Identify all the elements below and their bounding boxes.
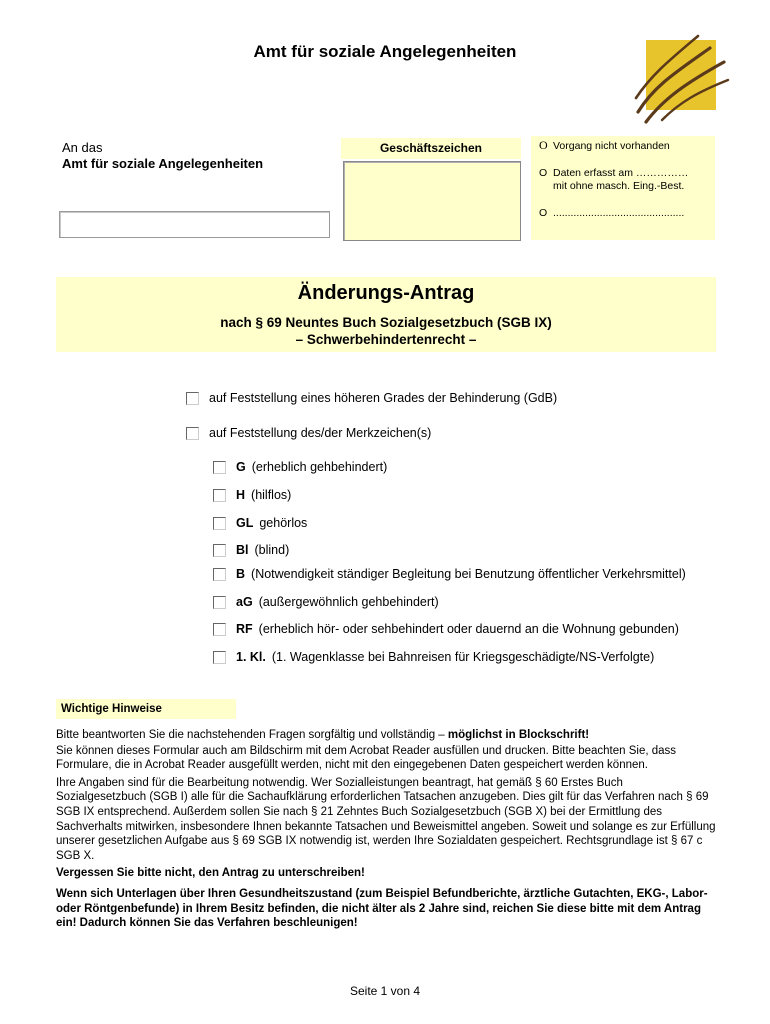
geschaeftszeichen-input[interactable] — [343, 161, 521, 241]
merkzeichen-label: (außergewöhnlich gehbehindert) — [258, 595, 439, 609]
merkzeichen-code: 1. Kl. — [236, 650, 266, 664]
option-gdb[interactable] — [186, 391, 557, 405]
form-title-band — [56, 277, 716, 352]
merkzeichen-checkbox[interactable] — [213, 623, 226, 636]
notes-paragraph: Bitte beantworten Sie die nachstehenden Fragen sorgfältig und vollständig – möglichst in Blockschrift! — [56, 729, 590, 741]
merkzeichen-rf[interactable] — [213, 622, 679, 636]
notes-heading: Wichtige Hinweise — [56, 699, 236, 719]
merkzeichen-checkbox[interactable] — [186, 427, 199, 440]
address-line-2: Amt für soziale Angelegenheiten — [62, 156, 264, 171]
merkzeichen-label: (erheblich hör- oder sehbehindert oder dauernd an die Wohnung gebunden) — [258, 622, 679, 636]
merkzeichen-checkbox[interactable] — [213, 596, 226, 609]
merkzeichen-checkbox[interactable] — [213, 489, 226, 502]
option-label: auf Feststellung eines höheren Grades der Behinderung (GdB) — [209, 391, 558, 405]
merkzeichen-g[interactable] — [213, 460, 387, 474]
merkzeichen-checkbox[interactable] — [213, 568, 226, 581]
merkzeichen-label: gehörlos — [259, 516, 308, 530]
merkzeichen-code: GL — [236, 516, 254, 530]
option-merkzeichen[interactable] — [186, 426, 431, 440]
merkzeichen-checkbox[interactable] — [213, 517, 226, 530]
vorgang-option-label: Daten erfasst am …………… — [553, 167, 689, 179]
geschaeftszeichen-label: Geschäftszeichen — [341, 138, 521, 159]
merkzeichen-label: (erheblich gehbehindert) — [251, 460, 388, 474]
address-input[interactable] — [59, 211, 330, 238]
merkzeichen-label: (1. Wagenklasse bei Bahnreisen für Kriegsgeschädigte/NS-Verfolgte) — [271, 650, 655, 664]
merkzeichen-code: aG — [236, 595, 253, 609]
merkzeichen-bl[interactable] — [213, 543, 289, 557]
legal-basis: nach § 69 Neuntes Buch Sozialgesetzbuch (SGB IX) — [220, 315, 552, 330]
logo-swoosh-icon — [632, 28, 732, 128]
vorgang-option-2[interactable] — [539, 167, 688, 180]
address-line-1: An das — [62, 140, 103, 155]
page-number: Seite 1 von 4 — [349, 984, 421, 998]
merkzeichen-1kl[interactable] — [213, 650, 654, 664]
form-title: Änderungs-Antrag — [297, 282, 475, 304]
merkzeichen-code: Bl — [236, 543, 249, 557]
merkzeichen-b[interactable] — [213, 567, 686, 581]
merkzeichen-gl[interactable] — [213, 516, 307, 530]
merkzeichen-code: RF — [236, 622, 253, 636]
merkzeichen-checkbox[interactable] — [213, 461, 226, 474]
radio-mark-icon: O — [539, 138, 548, 152]
option-label: auf Feststellung des/der Merkzeichen(s) — [209, 426, 432, 440]
office-use-panel — [531, 136, 715, 240]
radio-mark-icon: O — [539, 167, 548, 179]
form-subtitle — [56, 314, 716, 348]
vorgang-option-2-sub: mit ohne masch. Eing.-Best. — [553, 180, 685, 192]
merkzeichen-label: (hilflos) — [251, 488, 292, 502]
merkzeichen-label: (blind) — [254, 543, 290, 557]
merkzeichen-ag[interactable] — [213, 595, 439, 609]
radio-mark-icon: O — [539, 207, 548, 219]
merkzeichen-code: G — [236, 460, 246, 474]
signature-reminder: Vergessen Sie bitte nicht, den Antrag zu unterschreiben! — [56, 867, 365, 880]
merkzeichen-checkbox[interactable] — [213, 651, 226, 664]
vorgang-option-3[interactable] — [539, 207, 684, 220]
vorgang-option-1[interactable] — [539, 139, 670, 153]
vorgang-option-label: ............................................. — [553, 207, 685, 219]
vorgang-option-label: Vorgang nicht vorhanden — [553, 140, 670, 152]
organization-title: Amt für soziale Angelegenheiten — [253, 42, 517, 61]
gdb-checkbox[interactable] — [186, 392, 199, 405]
notes-paragraph: Sie können dieses Formular auch am Bildschirm mit dem Acrobat Reader ausfüllen und drucken. Bitte beachten Sie, dass Formulare, die in Acrobat Reader ausgefüllt werden, nicht mit den eingegebenen Daten gespeichert werden können. — [56, 744, 677, 772]
notes-paragraph: Ihre Angaben sind für die Bearbeitung notwendig. Wer Sozialleistungen beantragt, hat gemäß § 60 Erstes Buch Sozialgesetzbuch (SGB I) alle für die Sachaufklärung erforderlichen Tatsachen anzugeben. Dies gilt für das Verfahren nach § 69 SGB IX entsprechend. Außerdem sollen Sie nach § 21 Zehntes Buch Sozialgesetzbuch (SGB X) bei der Ermittlung des Sachverhalts mitwirken, insbesondere Ihnen bekannte Tatsachen und Beweismittel angeben. Soweit und solange es zur Erfüllung unserer gesetzlichen Aufgabe aus § 69 SGB IX notwendig ist, werden Ihre Sozialdaten gespeichert. Rechtsgrundlage ist § 67 c SGB X. — [56, 776, 716, 862]
documents-note: Wenn sich Unterlagen über Ihren Gesundheitszustand (zum Beispiel Befundberichte, ärztliche Gutachten, EKG-, Labor- oder Röntgenbefunde) in Ihrem Besitz befinden, die nicht älter als 2 Jahre sind, reichen Sie diese bitte mit dem Antrag ein! Dadurch können Sie das Verfahren beschleunigen! — [56, 887, 708, 930]
recipient-address — [62, 140, 263, 172]
merkzeichen-h[interactable] — [213, 488, 291, 502]
notes-body — [56, 728, 716, 934]
legal-area: – Schwerbehindertenrecht – — [295, 332, 477, 347]
merkzeichen-checkbox[interactable] — [213, 544, 226, 557]
merkzeichen-code: H — [236, 488, 246, 502]
merkzeichen-label: (Notwendigkeit ständiger Begleitung bei Benutzung öffentlicher Verkehrsmittel) — [251, 567, 686, 581]
merkzeichen-code: B — [236, 567, 246, 581]
agency-logo — [646, 40, 716, 110]
